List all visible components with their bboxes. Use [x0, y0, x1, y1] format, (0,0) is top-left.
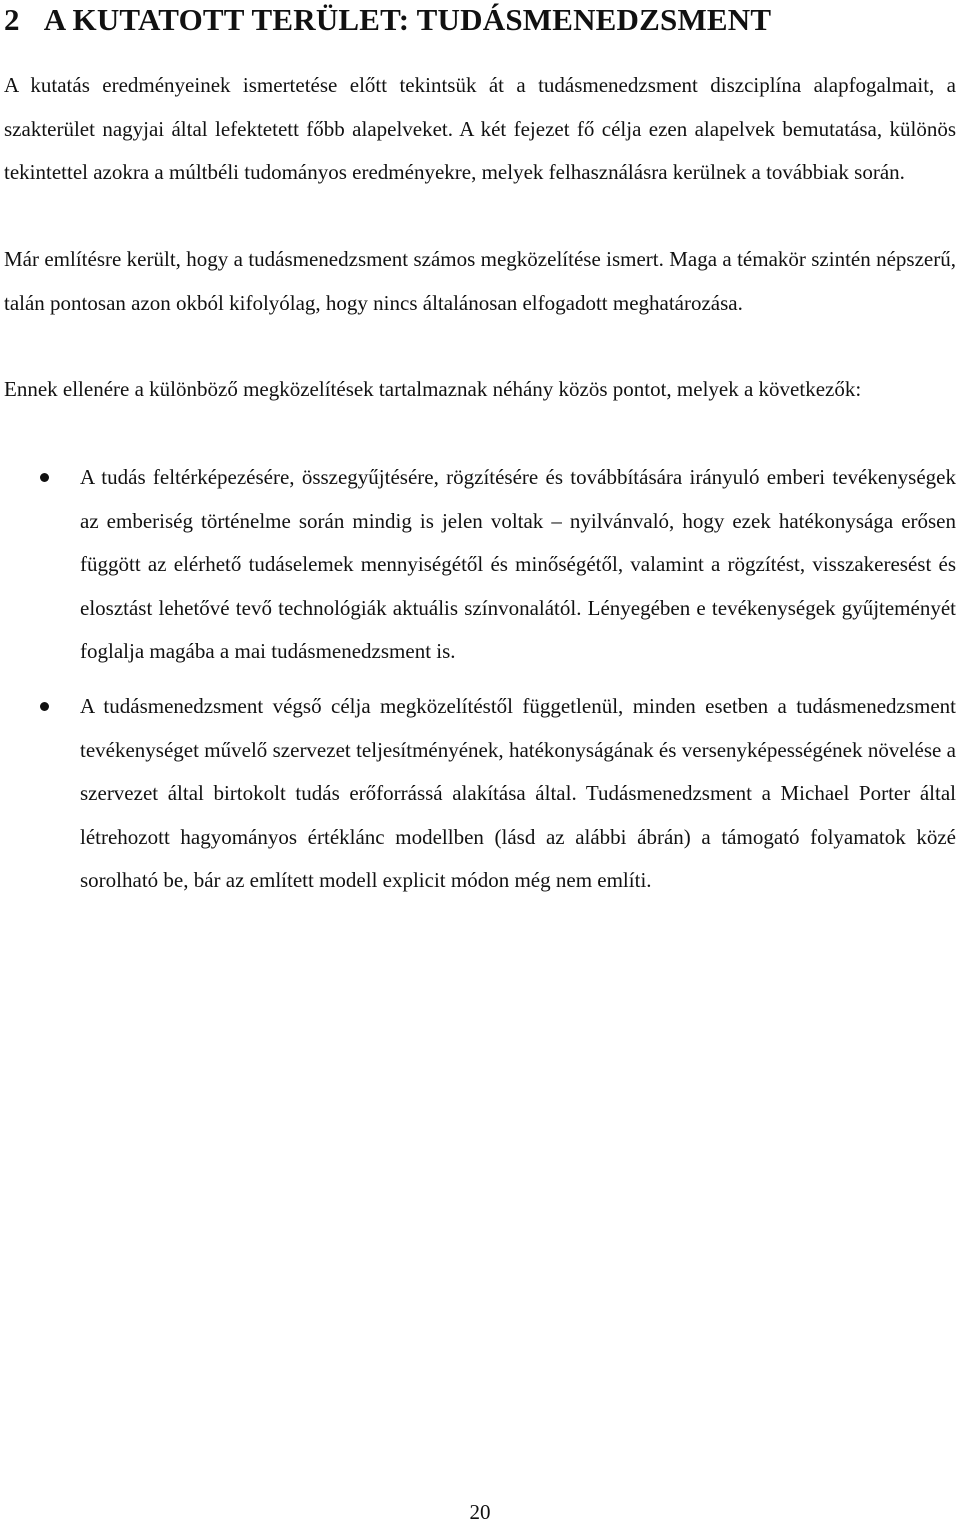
bullet-icon: [40, 473, 49, 482]
common-points-paragraph: Ennek ellenére a különböző megközelítések tartalmaznak néhány közös pontot, melyek a következők:: [4, 377, 862, 401]
page-number: 20: [469, 1500, 491, 1524]
list-item-text: A tudásmenedzsment végső célja megközelítéstől függetlenül, minden esetben a tudásmenedzsment tevékenységet művelő szervezet teljesítményének, hatékonyságának és versenyképességének növelése a szervezet által birtokolt tudás erőforrássá alakítása által. Tudásmenedzsment a Michael Porter által létrehozott hagyományos értéklánc modellben (lásd az alábbi ábrán) a támogató folyamatok közé sorolható be, bár az említett modell explicit módon még nem említi.: [80, 693, 956, 893]
chapter-title: A KUTATOTT TERÜLET: TUDÁSMENEDZSMENT: [43, 2, 772, 37]
list-item: [0, 456, 956, 674]
chapter-heading: [4, 2, 771, 38]
chapter-number: 2: [4, 2, 20, 37]
common-points-list: [0, 456, 956, 903]
approaches-paragraph: Már említésre került, hogy a tudásmenedzsment számos megközelítése ismert. Maga a témakör szintén népszerű, talán pontosan azon okból kifolyólag, hogy nincs általánosan elfogadott meghatározása.: [4, 247, 956, 315]
list-item-text: A tudás feltérképezésére, összegyűjtésére, rögzítésére és továbbítására irányuló emberi tevékenységek az emberiség történelme során mindig is jelen voltak – nyilvánvaló, hogy ezek hatékonysága erősen függött az elérhető tudáselemek mennyiségétől és minőségétől, valamint a rögzítést, visszakeresést és elosztást lehetővé tevő technológiák aktuális színvonalától. Lényegében e tevékenységek gyűjteményét foglalja magába a mai tudásmenedzsment is.: [80, 465, 956, 664]
intro-paragraph: A kutatás eredményeinek ismertetése előtt tekintsük át a tudásmenedzsment diszciplína alapfogalmait, a szakterület nagyjai által lefektetett főbb alapelveket. A két fejezet fő célja ezen alapelvek bemutatása, különös tekintettel azokra a múltbéli tudományos eredményekre, melyek felhasználásra kerülnek a továbbiak során.: [4, 73, 956, 185]
list-item: [0, 685, 956, 903]
bullet-icon: [40, 702, 49, 711]
